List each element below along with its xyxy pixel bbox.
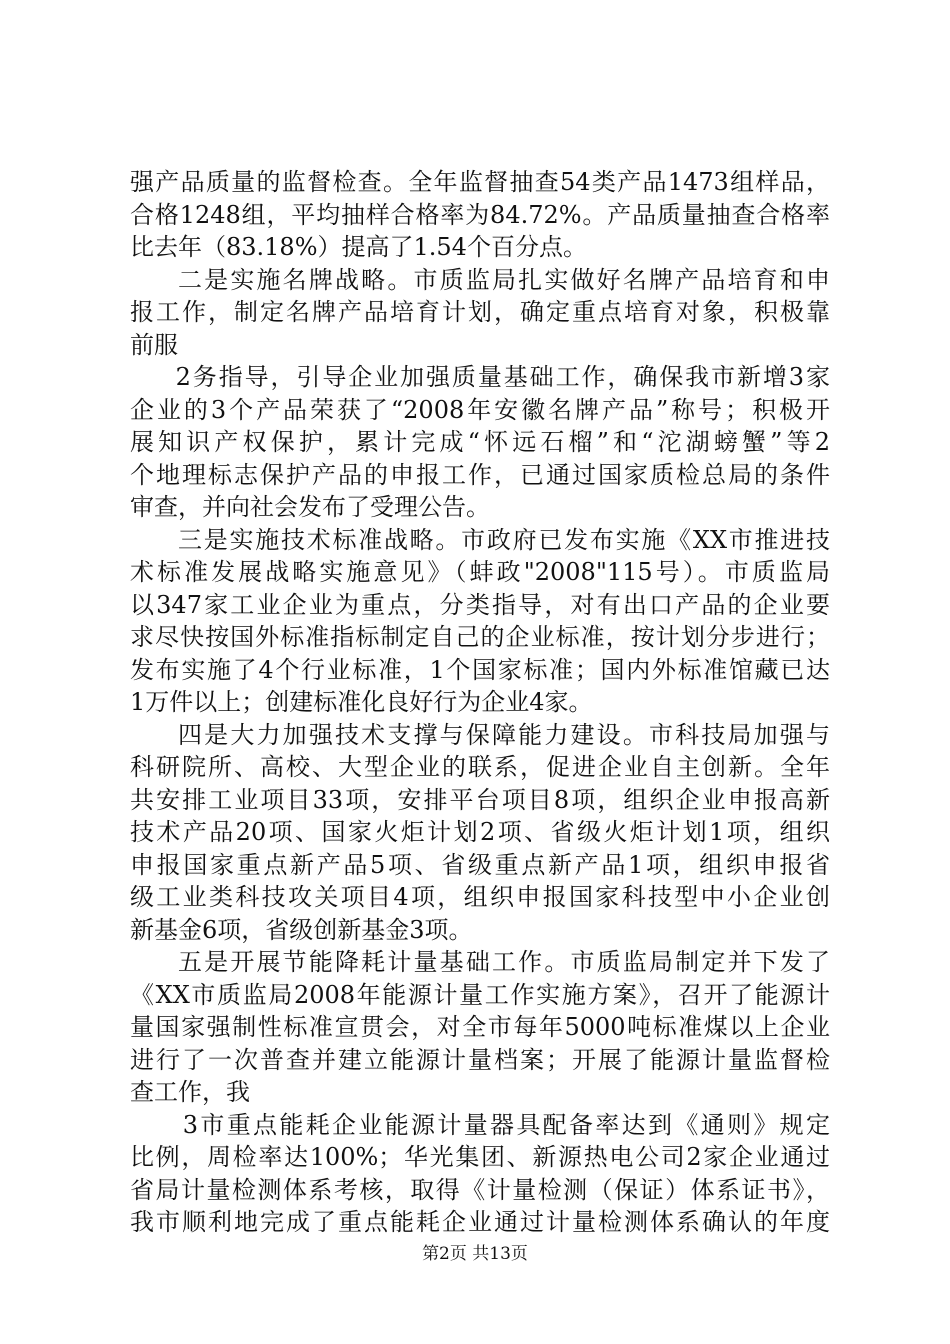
text-line: 量国家强制性标准宣贯会，对全市每年5000吨标准煤以上企业 bbox=[130, 1013, 830, 1041]
document-body bbox=[130, 166, 830, 1239]
text-line: 企业的3个产品荣获了“2008年安徽名牌产品”称号；积极开 bbox=[130, 395, 830, 424]
text-line: 比去年（83.18%）提高了1.54个百分点。 bbox=[130, 233, 587, 261]
text-line: 科研院所、高校、大型企业的联系，促进企业自主创新。全年 bbox=[130, 753, 830, 781]
text-line: 报工作，制定名牌产品培育计划，确定重点培育对象，积极靠 bbox=[130, 298, 830, 326]
text-line: 以347家工业企业为重点，分类指导，对有出口产品的企业要 bbox=[130, 590, 830, 619]
text-line: 技术产品20项、国家火炬计划2项、省级火炬计划1项，组织 bbox=[130, 818, 830, 846]
text-line: 审查，并向社会发布了受理公告。 bbox=[130, 493, 490, 521]
text-line: 前服 bbox=[130, 330, 178, 359]
text-line: 术标准发展战略实施意见》（蚌政"2008"115号）。市质监局 bbox=[130, 558, 830, 586]
text-line: 3市重点能耗企业能源计量器具配备率达到《通则》规定 bbox=[182, 1110, 830, 1139]
text-line: 我市顺利地完成了重点能耗企业通过计量检测体系确认的年度 bbox=[130, 1208, 830, 1236]
text-line: 申报国家重点新产品5项、省级重点新产品1项，组织申报省 bbox=[130, 850, 830, 879]
text-line: 发布实施了4个行业标准，1个国家标准；国内外标准馆藏已达 bbox=[130, 655, 830, 684]
text-line: 新基金6项，省级创新基金3项。 bbox=[130, 915, 473, 944]
text-line: 展知识产权保护，累计完成“怀远石榴”和“沱湖螃蟹”等2 bbox=[130, 428, 830, 456]
text-line: 四是大力加强技术支撑与保障能力建设。市科技局加强与 bbox=[178, 720, 830, 749]
text-line: 比例，周检率达100%；华光集团、新源热电公司2家企业通过 bbox=[130, 1143, 830, 1171]
text-line: 2务指导，引导企业加强质量基础工作，确保我市新增3家 bbox=[175, 363, 830, 391]
text-line: 查工作，我 bbox=[130, 1078, 250, 1106]
text-line: 《XX市质监局2008年能源计量工作实施方案》，召开了能源计 bbox=[130, 980, 830, 1009]
text-line: 二是实施名牌战略。市质监局扎实做好名牌产品培育和申 bbox=[178, 265, 830, 294]
text-line: 求尽快按国外标准指标制定自己的企业标准，按计划分步进行； bbox=[130, 623, 830, 651]
text-line: 进行了一次普查并建立能源计量档案；开展了能源计量监督检 bbox=[130, 1045, 830, 1074]
text-line: 强产品质量的监督检查。全年监督抽查54类产品1473组样品， bbox=[130, 168, 830, 196]
page-footer: 第2页 共13页 bbox=[422, 1244, 528, 1264]
text-line: 1万件以上；创建标准化良好行为企业4家。 bbox=[130, 688, 593, 716]
text-line: 共安排工业项目33项，安排平台项目8项，组织企业申报高新 bbox=[130, 785, 830, 814]
text-line: 三是实施技术标准战略。市政府已发布实施《XX市推进技 bbox=[178, 525, 830, 554]
text-line: 合格1248组，平均抽样合格率为84.72%。产品质量抽查合格率 bbox=[130, 200, 830, 229]
text-line: 省局计量检测体系考核，取得《计量检测（保证）体系证书》， bbox=[130, 1175, 830, 1204]
text-line: 五是开展节能降耗计量基础工作。市质监局制定并下发了 bbox=[178, 948, 830, 976]
text-line: 个地理标志保护产品的申报工作，已通过国家质检总局的条件 bbox=[130, 460, 830, 489]
text-line: 级工业类科技攻关项目4项，组织申报国家科技型中小企业创 bbox=[130, 883, 830, 911]
